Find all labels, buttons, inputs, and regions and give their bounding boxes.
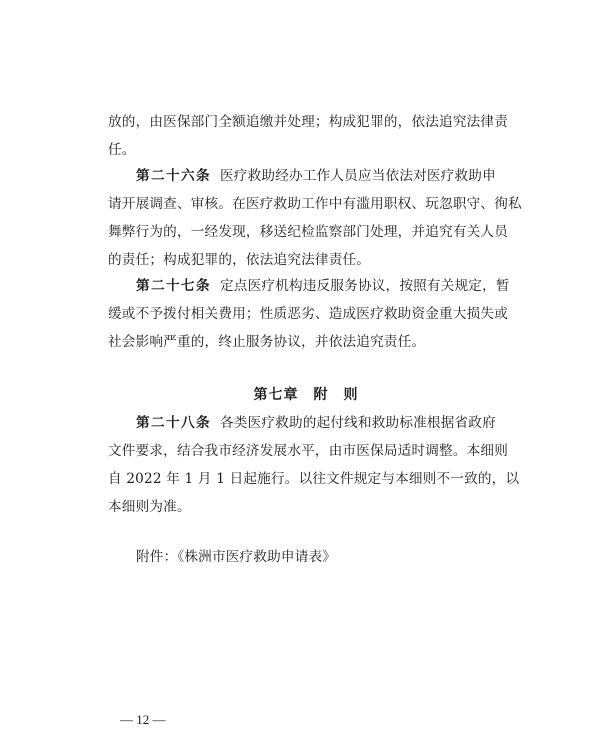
article-27-first-line (136, 276, 514, 296)
article-26-first-line (136, 166, 514, 186)
attachment-line: 附件：《株洲市医疗救助申请表》 (136, 549, 337, 565)
text-line: 文件要求，结合我市经济发展水平，由市医保局适时调整。本细则 (108, 443, 509, 459)
article-28-text: 各类医疗救助的起付线和救助标准根据省政府 (220, 415, 496, 431)
article-26-text: 医疗救助经办工作人员应当依法对医疗救助申 (220, 168, 496, 184)
text-line: 任。 (108, 142, 136, 158)
text-line: 本细则为准。 (108, 499, 191, 515)
text-line: 舞弊行为的，一经发现，移送纪检监察部门处理，并追究有关人员 (108, 224, 509, 240)
text-line: 的责任；构成犯罪的，依法追究法律责任。 (108, 252, 371, 268)
text-line: 请开展调查、审核。在医疗救助工作中有滥用职权、玩忽职守、徇私 (108, 196, 522, 212)
text-line: 社会影响严重的，终止服务协议，并依法追究责任。 (108, 334, 426, 350)
text-line: 缓或不予拨付相关费用；性质恶劣、造成医疗救助资金重大损失或 (108, 306, 509, 322)
article-28-heading: 第二十八条 (136, 415, 211, 431)
article-27-text: 定点医疗机构违反服务协议，按照有关规定，暂 (220, 278, 510, 294)
article-28-first-line (136, 413, 514, 433)
text-line: 放的，由医保部门全额追缴并处理；构成犯罪的，依法追究法律责 (108, 114, 509, 130)
text-line: 自 2022 年 1 月 1 日起施行。以往文件规定与本细则不一致的，以 (108, 471, 520, 487)
article-26-heading: 第二十六条 (136, 168, 211, 184)
page-number: — 12 — (120, 712, 166, 727)
article-27-heading: 第二十七条 (136, 278, 211, 294)
chapter-title: 第七章 附 则 (253, 387, 359, 403)
